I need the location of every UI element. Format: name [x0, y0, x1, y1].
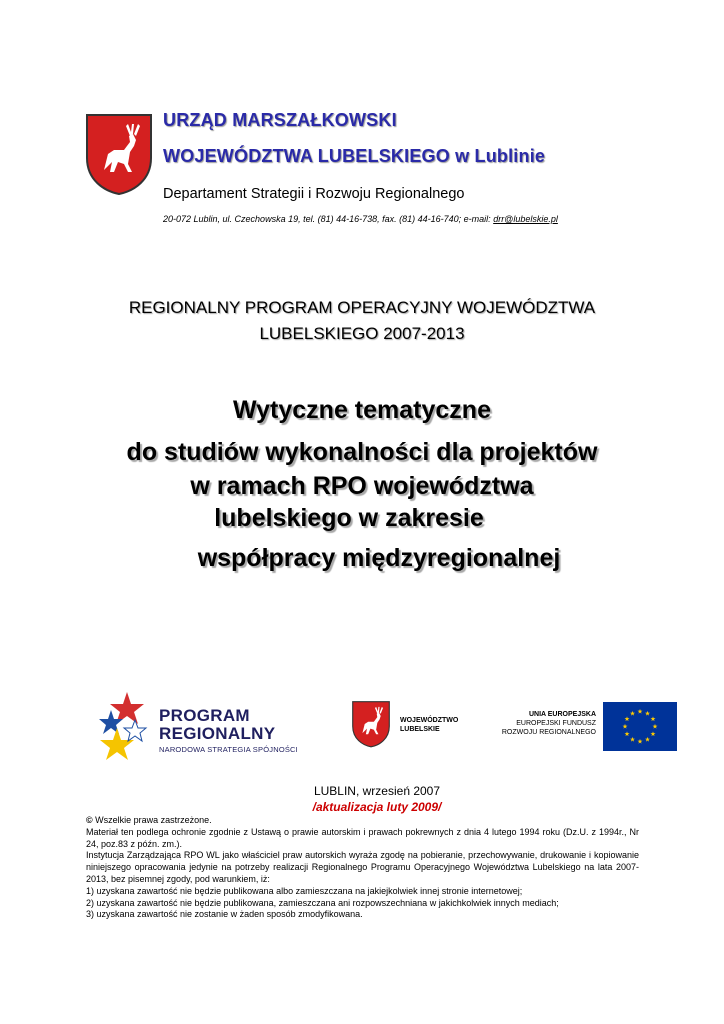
rights-line [86, 815, 639, 827]
document-title-line1: Wytyczne tematyczne [233, 396, 491, 424]
document-title-line4: lubelskiego w zakresie [214, 504, 484, 532]
email-link[interactable]: drr@lubelskie.pl [493, 214, 558, 224]
program-star-icon [97, 690, 149, 760]
eu-logo-line3: ROZWOJU REGIONALNEGO [501, 729, 596, 736]
wojewodztwo-crest-icon [351, 700, 391, 748]
legal-paragraph-1: Materiał ten podlega ochronie zgodnie z Ustawą o prawie autorskim i prawach pokrewnych z dnia 4 lutego 1994 roku (Dz.U. z 1994r., Nr 24, poz.83 z późn. zm.). [86, 826, 639, 849]
eu-logo-line2: EUROPEJSKI FUNDUSZ [516, 720, 596, 727]
document-title-line3: w ramach RPO województwa [190, 472, 534, 500]
legal-paragraph-2: Instytucja Zarządzająca RPO WL jako właściciel praw autorskich wyraża zgodę na pobieranie, przechowywanie, drukowanie i kopiowanie niniejszego opracowania jedynie na potrzeby realizacji Regionalnego Programu Operacyjnego Województwa Lubelskiego na lata 2007-2013, bez pisemnej zgody, pod warunkiem, iż: [86, 850, 639, 884]
wojewodztwo-logo-line1: WOJEWÓDZTWO [400, 717, 459, 724]
program-logo-line1: PROGRAM [159, 706, 250, 725]
lublin-crest-icon [84, 112, 154, 196]
place-date: LUBLIN, wrzesień 2007 [313, 784, 441, 798]
office-title: URZĄD MARSZAŁKOWSKI [163, 110, 397, 130]
contact-address [163, 214, 558, 224]
update-note: /aktualizacja luty 2009/ [312, 800, 442, 814]
document-title-line2: do studiów wykonalności dla projektów [126, 438, 598, 466]
wojewodztwo-logo-line2: LUBELSKIE [400, 726, 440, 733]
eu-logo-line1: UNIA EUROPEJSKA [528, 711, 596, 718]
address-text: 20-072 Lublin, ul. Czechowska 19, tel. (81) 44-16-738, fax. (81) 44-16-740; e-mail: [163, 214, 494, 224]
document-title-line5: współpracy międzyregionalnej [197, 544, 561, 572]
program-name-line2: LUBELSKIEGO 2007-2013 [259, 324, 465, 343]
eu-flag-icon [603, 702, 677, 751]
rights-text: Wszelkie prawa zastrzeżone. [92, 815, 212, 825]
program-regionalny-logo [97, 690, 327, 760]
program-name-line1: REGIONALNY PROGRAM OPERACYJNY WOJEWÓDZTWA [128, 298, 596, 317]
legal-condition-1: 1) uzyskana zawartość nie będzie publikowana albo zamieszczana na jakiejkolwiek innej stronie internetowej; [86, 885, 523, 896]
legal-condition-3: 3) uzyskana zawartość nie zostanie w żaden sposób zmodyfikowana. [86, 909, 363, 920]
office-subtitle: WOJEWÓDZTWA LUBELSKIEGO w Lublinie [163, 146, 546, 166]
department-name: Departament Strategii i Rozwoju Regionalnego [163, 186, 465, 202]
program-logo-line2: REGIONALNY [159, 724, 276, 743]
program-logo-line3: NARODOWA STRATEGIA SPÓJNOŚCI [159, 745, 298, 754]
legal-condition-2: 2) uzyskana zawartość nie będzie publikowana, zamieszczana ani rozpowszechniana w jakichkolwiek innych mediach; [86, 897, 559, 908]
copyright-symbol: © [86, 815, 93, 825]
legal-notice [86, 815, 639, 921]
